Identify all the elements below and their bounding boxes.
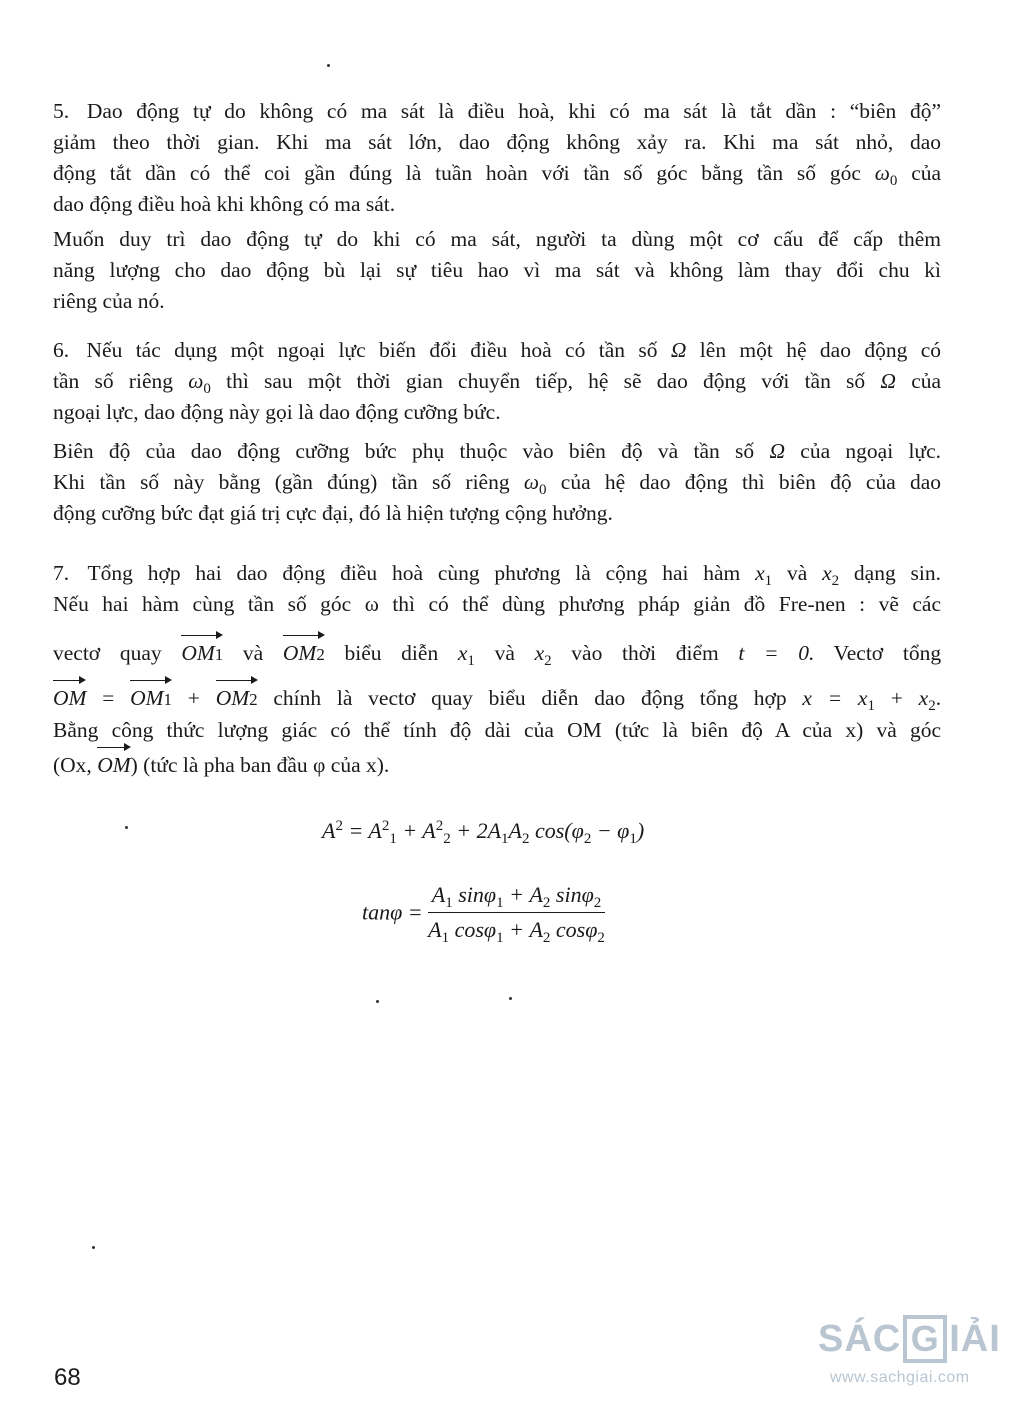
scan-speck [125,826,128,829]
text-line: 6. Nếu tác dụng một ngoại lực biến đổi điều hoà có tần số Ω lên một hệ dao động có [53,338,942,362]
text-line: OM = OM1 + OM2 chính là vectơ quay biểu diễn dao động tổng hợp $x = x_1 + x_2$. [53,683,941,715]
text-line: Biên độ của dao động cưỡng bức phụ thuộc vào biên độ và tần số Ω của ngoại lực. [53,439,942,463]
page-number: 68 [54,1364,81,1391]
vector-om2: OM2 [283,638,325,670]
watermark [818,1315,1001,1387]
text-line: năng lượng cho dao động bù lại sự tiêu hao vì ma sát và không làm thay đổi chu kì [53,258,941,282]
text-line: tần số riêng $\omega_0$ thì sau một thời gian chuyển tiếp, hệ sẽ dao động với tần số Ω của [53,369,942,397]
vector-om1: OM1 [130,683,172,715]
text-line: dao động điều hoà khi không có ma sát. [53,192,396,216]
text-line: Khi tần số này bằng (gần đúng) tần số riêng $\omega_0$ của hệ dao động thì biên độ của dao [53,470,942,498]
equation-phase: tanφ = $\frac{A_1 \sin\varphi_1 + A_2 \sin\varphi_2}{A_1 \cos\varphi_1 + A_2 \cos\varphi_2}$ [362,882,605,946]
section-6 [53,335,941,529]
text-line: Bằng công thức lượng giác có thể tính độ dài của OM (tức là biên độ A của x) và góc [53,718,941,742]
text-line: 5. Dao động tự do không có ma sát là điều hoà, khi có ma sát là tắt dần : “biên độ” [53,99,941,123]
text-line: riêng của nó. [53,289,165,313]
section-5 [53,96,941,317]
vector-om2: OM2 [216,683,258,715]
watermark-logo: SÁC G IẢI [818,1315,1001,1363]
scan-speck [376,1000,379,1003]
vector-om: OM [97,750,130,781]
logo-g-box: G [903,1315,947,1363]
text-line: ngoại lực, dao động này gọi là dao động cưỡng bức. [53,400,501,424]
scan-speck [327,64,330,67]
text-line: động cưỡng bức đạt giá trị cực đại, đó là hiện tượng cộng hưởng. [53,501,613,525]
fraction: $\frac{A_1 \sin\varphi_1 + A_2 \sin\varphi_2}{A_1 \cos\varphi_1 + A_2 \cos\varphi_2}$ [428,882,605,946]
vector-om1: OM1 [181,638,223,670]
scan-speck [92,1246,95,1249]
watermark-url: www.sachgiai.com [830,1369,970,1386]
text-line: (Ox, OM) (tức là pha ban đầu φ của x). [53,750,941,781]
text-line: vectơ quay OM1 và OM2 biểu diễn $x_1$ và $x_2$ vào thời điểm t = 0. Vectơ tổng [53,638,941,670]
vector-om: OM [53,683,86,714]
text-line: động tắt dần có thể coi gần đúng là tuần hoàn với tần số góc bằng tần số góc $\omega_0$ của [53,161,942,189]
text-line: Nếu hai hàm cùng tần số góc ω thì có thể dùng phương pháp giản đồ Fre-nen : vẽ các [53,592,941,616]
text-line: 7. Tổng hợp hai dao động điều hoà cùng phương là cộng hai hàm $x_1$ và $x_2$ dạng sin. [53,561,941,589]
text-line: Muốn duy trì dao động tự do khi có ma sát, người ta dùng một cơ cấu để cấp thêm [53,227,941,251]
equation-amplitude: $A^2 = A^2_1 + A^2_2 + 2A_1A_2$ $\cos(\varphi_2 - \varphi_1)$ [322,818,645,847]
section-7 [53,558,941,781]
scan-speck [509,997,512,1000]
text-line: giảm theo thời gian. Khi ma sát lớn, dao động không xảy ra. Khi ma sát nhỏ, dao [53,130,941,154]
